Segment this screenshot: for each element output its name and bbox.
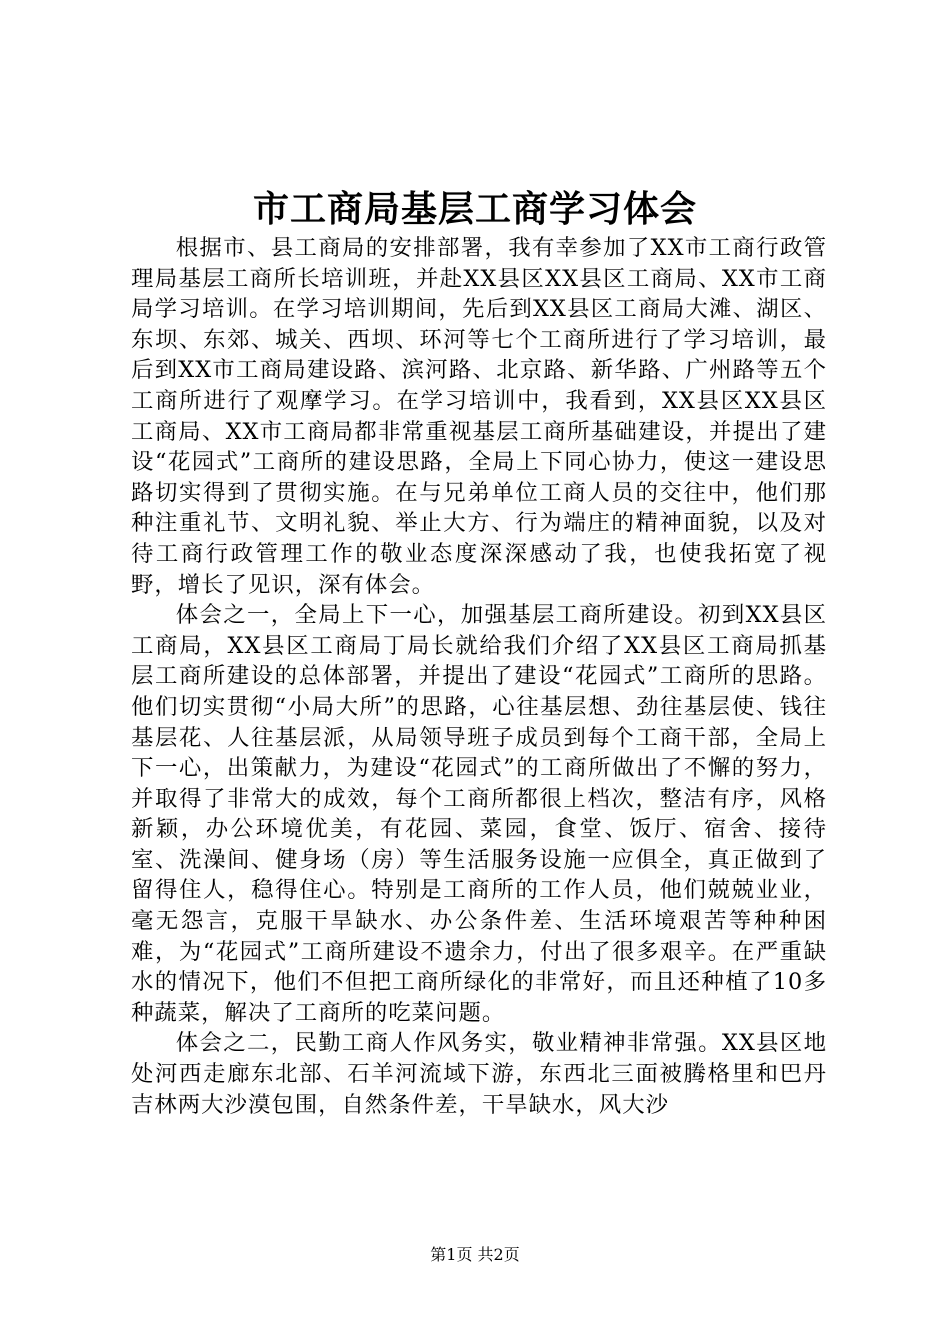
- paragraph-intro: 根据市、县工商局的安排部署，我有幸参加了XX市工商行政管理局基层工商所长培训班，并赴XX县区XX县区工商局、XX市工商局学习培训。在学习培训期间，先后到XX县区工商局大滩、湖区、东坝、东郊、城关、西坝、环河等七个工商所进行了学习培训，最后到XX市工商局建设路、滨河路、北京路、新华路、广州路等五个工商所进行了观摩学习。在学习培训中，我看到，XX县区XX县区工商局、XX市工商局都非常重视基层工商所基础建设，并提出了建设“花园式”工商所的建设思路，全局上下同心协力，使这一建设思路切实得到了贯彻实施。在与兄弟单位工商人员的交往中，他们那种注重礼节、文明礼貌、举止大方、行为端庄的精神面貌，以及对待工商行政管理工作的敬业态度深深感动了我，也使我拓宽了视野，增长了见识，深有体会。: [131, 235, 827, 598]
- paragraph-insight-two: 体会之二，民勤工商人作风务实，敬业精神非常强。XX县区地处河西走廊东北部、石羊河流域下游，东西北三面被腾格里和巴丹吉林两大沙漠包围，自然条件差，干旱缺水，风大沙: [131, 1030, 827, 1118]
- page-footer: 第1页 共2页: [430, 1245, 520, 1264]
- paragraph-insight-one: 体会之一，全局上下一心，加强基层工商所建设。初到XX县区工商局，XX县区工商局丁局长就给我们介绍了XX县区工商局抓基层工商所建设的总体部署，并提出了建设“花园式”工商所的思路。他们切实贯彻“小局大所”的思路，心往基层想、劲往基层使、钱往基层花、人往基层派，从局领导班子成员到每个工商干部，全局上下一心，出策献力，为建设“花园式”的工商所做出了不懈的努力，并取得了非常大的成效，每个工商所都很上档次，整洁有序，风格新颖，办公环境优美，有花园、菜园，食堂、饭厅、宿舍、接待室、洗澡间、健身场（房）等生活服务设施一应俱全，真正做到了留得住人，稳得住心。特别是工商所的工作人员，他们兢兢业业，毫无怨言，克服干旱缺水、办公条件差、生活环境艰苦等种种困难，为“花园式”工商所建设不遗余力，付出了很多艰辛。在严重缺水的情况下，他们不但把工商所绿化的非常好，而且还种植了10多种蔬菜，解决了工商所的吃菜问题。: [131, 602, 827, 1026]
- document-title: 市工商局基层工商学习体会: [252, 188, 697, 230]
- document-body: [131, 233, 827, 1120]
